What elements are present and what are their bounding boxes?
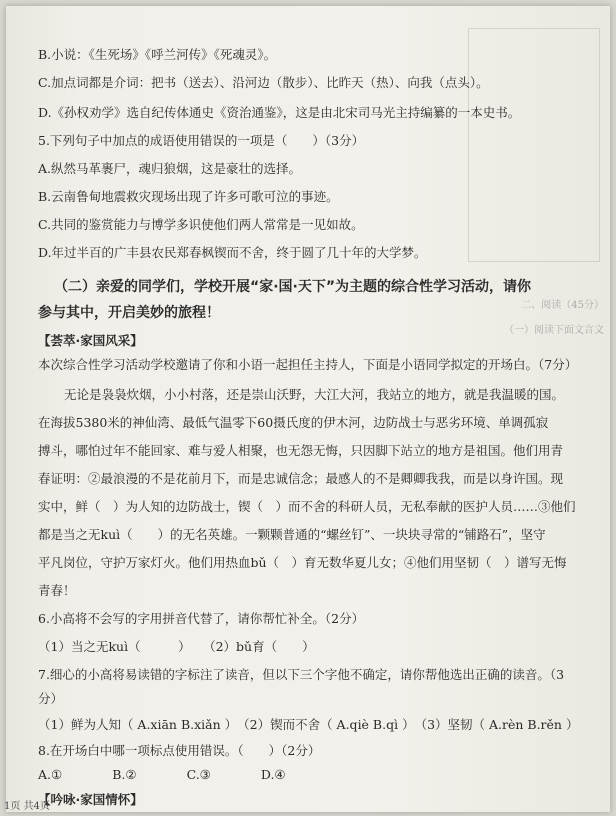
speech-paragraph-line5: 实中，鲜（ ）为人知的边防战士，锲（ ）而不舍的科研人员，无私奉献的医护人员……③他们 <box>38 499 576 514</box>
page-footer: 1页 共4页 <box>4 801 50 812</box>
question-5-stem: 5.下列句子中加点的成语使用错误的一项是（ ）（3分） <box>38 133 365 148</box>
question-8-stem: 8.在开场白中哪一项标点使用错误。（ ）（2分） <box>38 743 321 758</box>
question-7-stem: 7.细心的小高将易读错的字标注了读音，但以下三个字他不确定，请你帮他选出正确的读音。（3 <box>38 667 565 682</box>
q5-option-d: D.年过半百的广丰县农民郑春枫锲而不舍，终于圆了几十年的大学梦。 <box>38 245 427 260</box>
speech-paragraph-line2: 在海拔5380米的神仙湾、最低气温零下60摄氏度的伊木河，边防战士与恶劣环境、单调孤寂 <box>38 415 549 430</box>
option-d-line: D.《孙权劝学》选自纪传体通史《资治通鉴》，这是由北宋司马光主持编纂的一本史书。 <box>38 105 521 120</box>
speech-paragraph-line4: 春证明：②最浪漫的不是花前月下，而是忠诚信念；最感人的不是卿卿我我，而是以身许国。现 <box>38 471 564 486</box>
option-b-line: B.小说：《生死场》《呼兰河传》《死魂灵》。 <box>38 47 277 62</box>
speech-paragraph-line8: 青春！ <box>38 583 76 598</box>
bleed-through-text-1: 二、阅读（45分） <box>521 300 604 311</box>
part1-intro: 本次综合性学习活动学校邀请了你和小语一起担任主持人，下面是小语同学拟定的开场白。（7分） <box>38 357 578 372</box>
question-7-stem-cont: 分） <box>38 691 64 706</box>
question-6-stem: 6.小高将不会写的字用拼音代替了，请你帮忙补全。（2分） <box>38 611 365 626</box>
question-6-items: （1）当之无kuì（ ） （2）bǔ育（ ） <box>38 639 315 654</box>
bleed-through-text-2: （一）阅读下面文言文 <box>504 325 604 336</box>
speech-paragraph-line1: 无论是袅袅炊烟，小小村落，还是崇山沃野，大江大河，我站立的地方，就是我温暖的国。 <box>64 387 565 402</box>
q5-option-a: A.纵然马革裹尸，魂归狼烟，这是豪壮的选择。 <box>38 161 302 176</box>
speech-paragraph-line7: 平凡岗位，守护万家灯火。他们用热血bǔ（ ）育无数华夏儿女；④他们用坚韧（ ）谱写无悔 <box>38 555 567 570</box>
section-2-heading-line1: （二）亲爱的同学们，学校开展“家·国·天下”为主题的综合性学习活动，请你 <box>54 279 532 295</box>
question-7-items: （1）鲜为人知（ A.xiān B.xiǎn ） （2）锲而不舍（ A.qiè B.qì ） （3）坚韧（ A.rèn B.rěn ） <box>38 717 579 732</box>
option-c-line: C.加点词都是介词：把书（送去）、沿河边（散步）、比昨天（热）、向我（点头）。 <box>38 75 489 90</box>
q5-option-c: C.共同的鉴赏能力与博学多识使他们两人常常是一见如故。 <box>38 217 364 232</box>
part2-label: 【吟咏·家国情怀】 <box>38 792 143 807</box>
question-8-options: A.① B.② C.③ D.④ <box>38 767 286 782</box>
speech-paragraph-line6: 都是当之无kuì（ ）的无名英雄。一颗颗普通的“螺丝钉”、一块块寻常的“铺路石”，坚守 <box>38 527 546 542</box>
q5-option-b: B.云南鲁甸地震救灾现场出现了许多可歌可泣的事迹。 <box>38 189 339 204</box>
section-2-heading-line2: 参与其中，开启美妙的旅程！ <box>38 305 220 321</box>
speech-paragraph-line3: 搏斗，哪怕过年不能回家、难与爱人相聚，也无怨无悔，只因脚下站立的地方是祖国。他们用青 <box>38 443 564 458</box>
part1-label: 【荟萃·家国风采】 <box>38 333 143 348</box>
exam-page <box>6 6 610 812</box>
